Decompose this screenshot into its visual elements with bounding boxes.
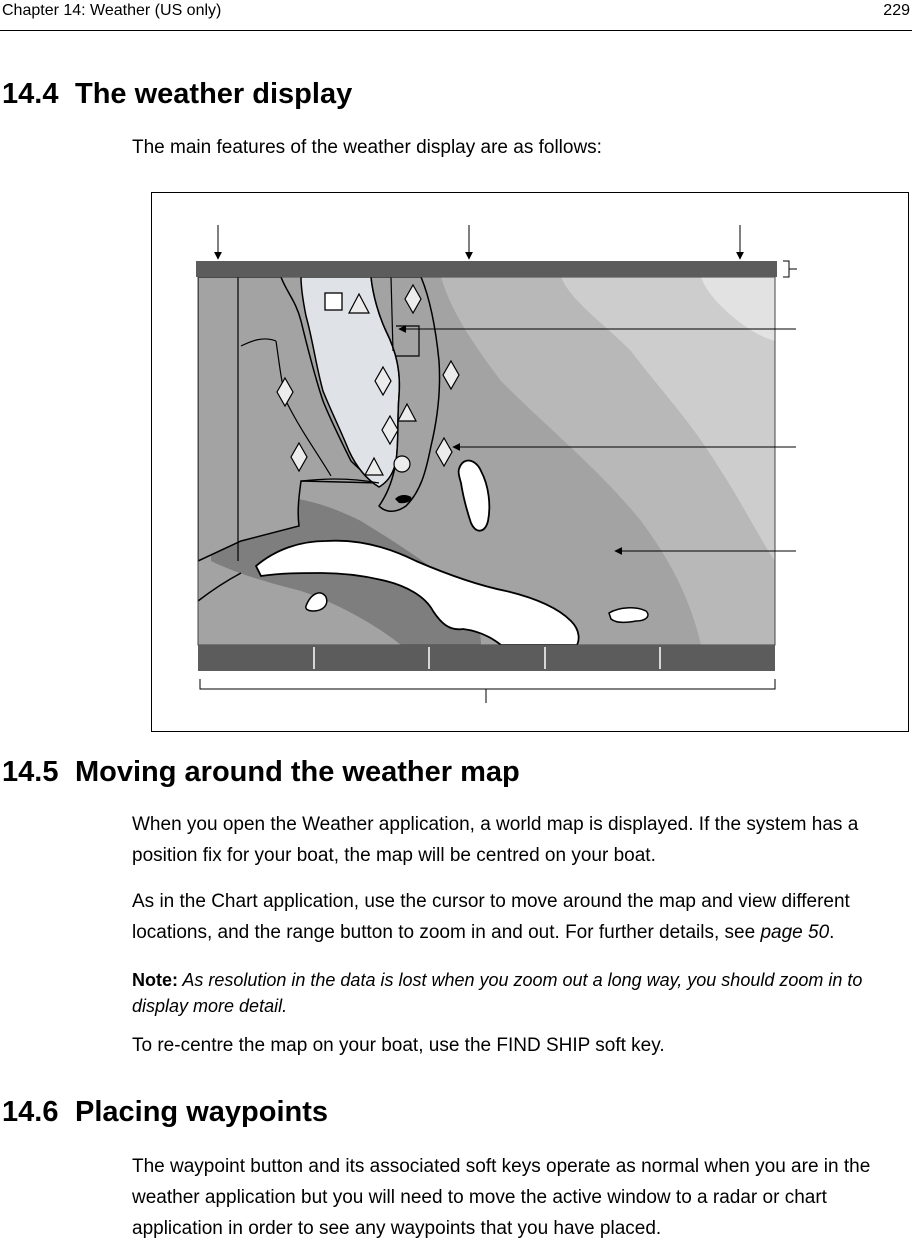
section-heading-14-6 <box>2 1096 328 1129</box>
small-island <box>609 608 648 623</box>
section-number: 14.4 <box>2 78 59 110</box>
paragraph: When you open the Weather application, a world map is displayed. If the system has a position fix for your boat, the map will be centred on your boat. <box>132 814 859 866</box>
softkey-bar <box>198 645 775 671</box>
section-heading-14-5 <box>2 756 520 789</box>
paragraph-end: . <box>829 922 835 943</box>
paragraph: To re-centre the map on your boat, use the FIND SHIP soft key. <box>132 1035 665 1056</box>
weather-map-diagram <box>152 193 908 731</box>
paragraph-with-link <box>132 886 910 948</box>
section-title: Moving around the weather map <box>75 756 520 788</box>
square-symbol <box>325 293 342 310</box>
note-paragraph <box>132 967 910 1019</box>
chapter-title: Chapter 14: Weather (US only) <box>2 2 222 19</box>
section-number: 14.6 <box>2 1096 59 1128</box>
page-link[interactable]: page 50 <box>760 922 830 943</box>
intro-paragraph: The main features of the weather display are as follows: <box>132 137 602 158</box>
note-text: As resolution in the data is lost when you zoom out a long way, you should zoom in to display more detail. <box>132 970 863 1016</box>
paragraph: The waypoint button and its associated soft keys operate as normal when you are in the weather application but you will need to move the active window to a radar or chart application in order to see any waypoints that you have placed. <box>132 1156 871 1239</box>
section-heading-14-4 <box>2 78 352 111</box>
status-bar <box>196 261 777 277</box>
softkey-bracket <box>200 679 775 703</box>
page-header <box>0 0 912 31</box>
section-title: The weather display <box>75 78 353 110</box>
section-number: 14.5 <box>2 756 59 788</box>
circle-symbol <box>394 456 410 472</box>
weather-display-figure <box>151 192 909 732</box>
paragraph-text: As in the Chart application, use the cursor to move around the map and view different locations, and the range button to zoom in and out. For further details, see <box>132 891 850 943</box>
map-area <box>198 277 775 645</box>
page-number: 229 <box>883 2 910 19</box>
status-bar-bracket <box>783 261 797 277</box>
note-label: Note: <box>132 970 178 990</box>
section-title: Placing waypoints <box>75 1096 328 1128</box>
